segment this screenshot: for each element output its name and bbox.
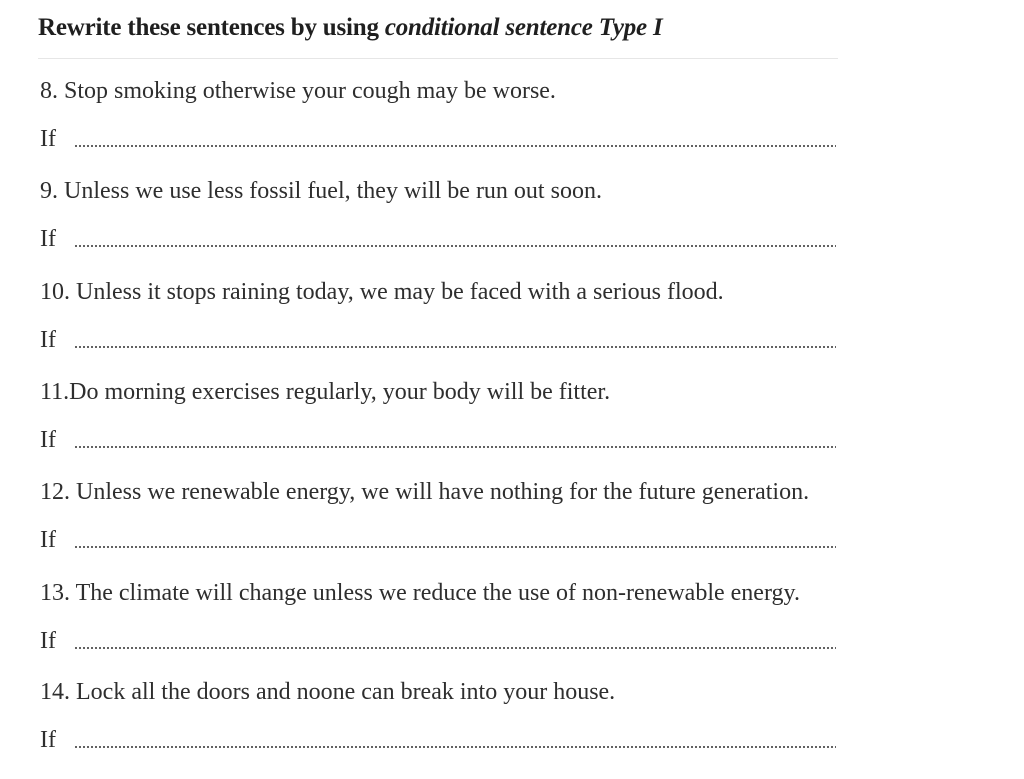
answer-line[interactable]	[40, 224, 1000, 254]
answer-prompt: If	[40, 527, 56, 553]
answer-line[interactable]	[40, 626, 1000, 656]
answer-dotted-line[interactable]	[74, 245, 836, 247]
exercise-sentence: 9. Unless we use less fossil fuel, they will be run out soon.	[40, 178, 602, 204]
answer-line[interactable]	[40, 425, 1000, 455]
exercise-sentence: 12. Unless we renewable energy, we will have nothing for the future generation.	[40, 479, 810, 505]
exercise-item-8	[40, 76, 1000, 154]
answer-line[interactable]	[40, 525, 1000, 555]
title-italic-text: conditional sentence Type I	[384, 14, 663, 41]
title-text: Rewrite these sentences by using	[38, 14, 385, 41]
answer-prompt: If	[40, 628, 56, 654]
exercise-item-14	[40, 677, 1000, 755]
exercise-sentence: 11.Do morning exercises regularly, your body will be fitter.	[40, 379, 611, 405]
exercise-sentence: 10. Unless it stops raining today, we may be faced with a serious flood.	[40, 279, 724, 305]
answer-dotted-line[interactable]	[74, 746, 836, 748]
answer-prompt: If	[40, 126, 56, 152]
exercise-item-9	[40, 176, 1000, 254]
answer-prompt: If	[40, 727, 56, 753]
answer-prompt: If	[40, 327, 56, 353]
answer-dotted-line[interactable]	[74, 647, 836, 649]
title-divider	[38, 58, 838, 59]
answer-dotted-line[interactable]	[74, 145, 836, 147]
answer-prompt: If	[40, 427, 56, 453]
exercise-sentence: 8. Stop smoking otherwise your cough may be worse.	[40, 78, 556, 104]
answer-line[interactable]	[40, 124, 1000, 154]
exercise-item-13	[40, 578, 1000, 656]
answer-dotted-line[interactable]	[74, 346, 836, 348]
exercise-sentence: 13. The climate will change unless we reduce the use of non-renewable energy.	[40, 580, 800, 606]
answer-prompt: If	[40, 226, 56, 252]
answer-line[interactable]	[40, 725, 1000, 755]
answer-dotted-line[interactable]	[74, 546, 836, 548]
exercise-item-10	[40, 277, 1000, 355]
exercise-item-12	[40, 477, 1000, 555]
answer-line[interactable]	[40, 325, 1000, 355]
exercise-title	[38, 14, 663, 42]
exercise-item-11	[40, 377, 1000, 455]
answer-dotted-line[interactable]	[74, 446, 836, 448]
exercise-sentence: 14. Lock all the doors and noone can break into your house.	[40, 679, 616, 705]
